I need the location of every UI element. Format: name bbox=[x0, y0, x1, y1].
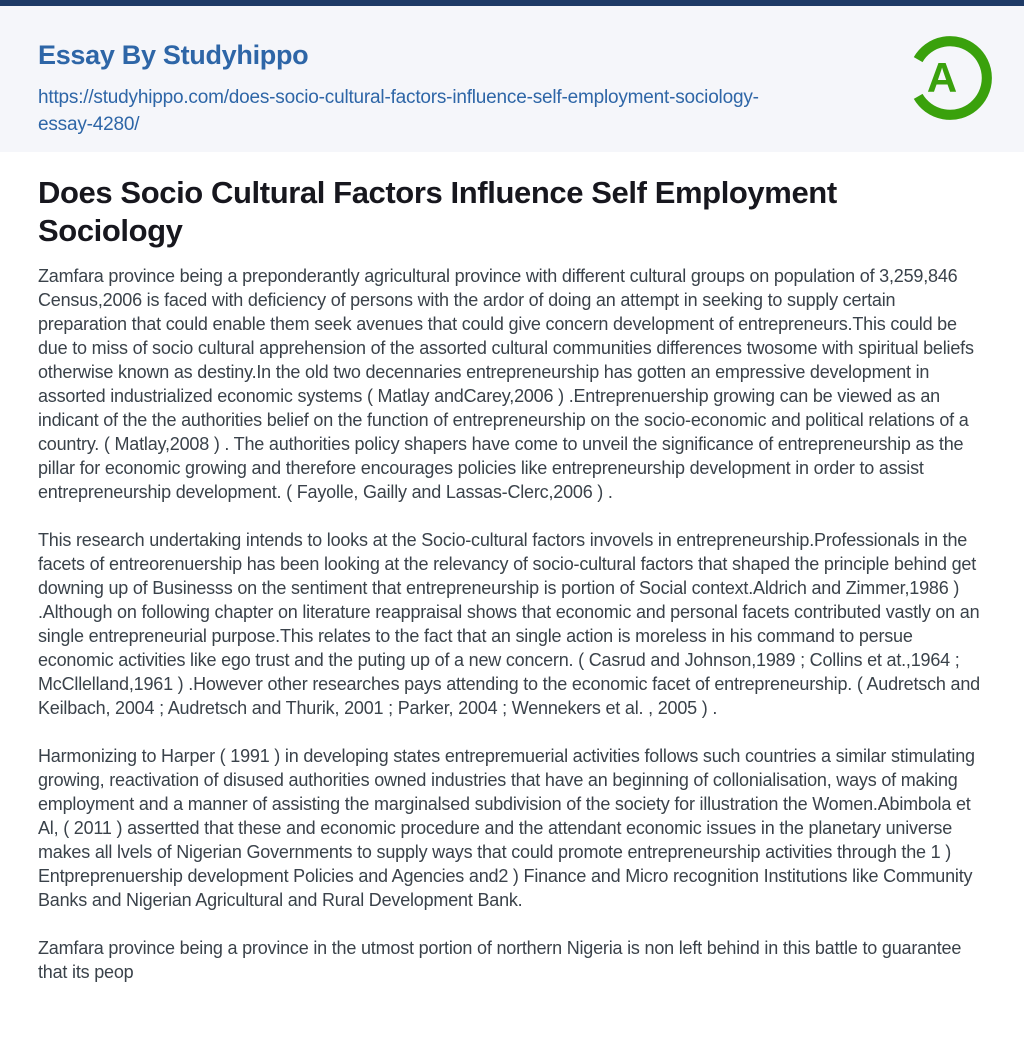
article-title: Does Socio Cultural Factors Influence Self Employment Sociology bbox=[38, 175, 837, 248]
site-title: Essay By Studyhippo bbox=[38, 40, 309, 70]
article-content bbox=[0, 152, 1024, 984]
page-header bbox=[0, 6, 1024, 152]
article-paragraph-2: This research undertaking intends to looks at the Socio-cultural factors invovels in entrepreneurship.Professionals in the facets of entreorenuership has been looking at the relevancy of socio-cultural factors that shaped the principle behind get downing up of Businesss on the sentiment that entrepreneurship is portion of Social context.Aldrich and Zimmer,1986 ) .Although on following chapter on literature reappraisal shows that economic and personal facets contributed vastly on an single entrepreneurial purpose.This relates to the fact that an single action is moreless in his command to persue economic activities like ego trust and the puting up of a new concern. ( Casrud and Johnson,1989 ; Collins et at.,1964 ; McCllelland,1961 ) .However other researches pays attending to the economic facet of entrepreneurship. ( Audretsch and Keilbach, 2004 ; Audretsch and Thurik, 2001 ; Parker, 2004 ; Wennekers et al. , 2005 ) . bbox=[38, 530, 980, 718]
article-paragraph-1: Zamfara province being a preponderantly agricultural province with different cultural groups on population of 3,259,846 Census,2006 is faced with deficiency of persons with the ardor of doing an attempt in seeking to supply certain preparation that could enable them seek avenues that could give concern development of entrepreneurs.This could be due to miss of socio cultural apprehension of the assorted cultural communities differences twosome with spiritual beliefs otherwise known as destiny.In the old two decennaries entrepreneurship has gotten an empressive development in assorted industrialized economic systems ( Matlay andCarey,2006 ) .Entreprenuership growing can be viewed as an indicant of the the authorities belief on the function of entrepreneurship on the socio-economic and political relations of a country. ( Matlay,2008 ) . The authorities policy shapers have come to unveil the significance of entrepreneurship as the pillar for economic growing and therefore encourages policies like entrepreneurship development in order to assist entrepreneurship development. ( Fayolle, Gailly and Lassas-Clerc,2006 ) . bbox=[38, 266, 974, 502]
logo-letter: A bbox=[926, 54, 958, 101]
studyhippo-logo[interactable] bbox=[904, 32, 996, 124]
article-body bbox=[38, 264, 986, 984]
article-paragraph-4: Zamfara province being a province in the utmost portion of northern Nigeria is non left behind in this battle to guarantee that its peop bbox=[38, 938, 962, 982]
essay-url-link[interactable]: https://studyhippo.com/does-socio-cultural-factors-influence-self-employment-sociology-essay-4280/ bbox=[38, 87, 759, 135]
article-paragraph-3: Harmonizing to Harper ( 1991 ) in developing states entrepremuerial activities follows such countries a similar stimulating growing, reactivation of disused authorities owned industries that have an beginning of collonialisation, ways of making employment and a manner of assisting the marginalsed subdivision of the society for illustration the Women.Abimbola et Al, ( 2011 ) assertted that these and economic procedure and the attendant economic issues in the planetary universe makes all lvels of Nigerian Governments to supply ways that could promote entrepreneurship activities through the 1 ) Entpreprenuership development Policies and Agencies and2 ) Finance and Micro recognition Institutions like Community Banks and Nigerian Agricultural and Rural Development Bank. bbox=[38, 746, 975, 910]
